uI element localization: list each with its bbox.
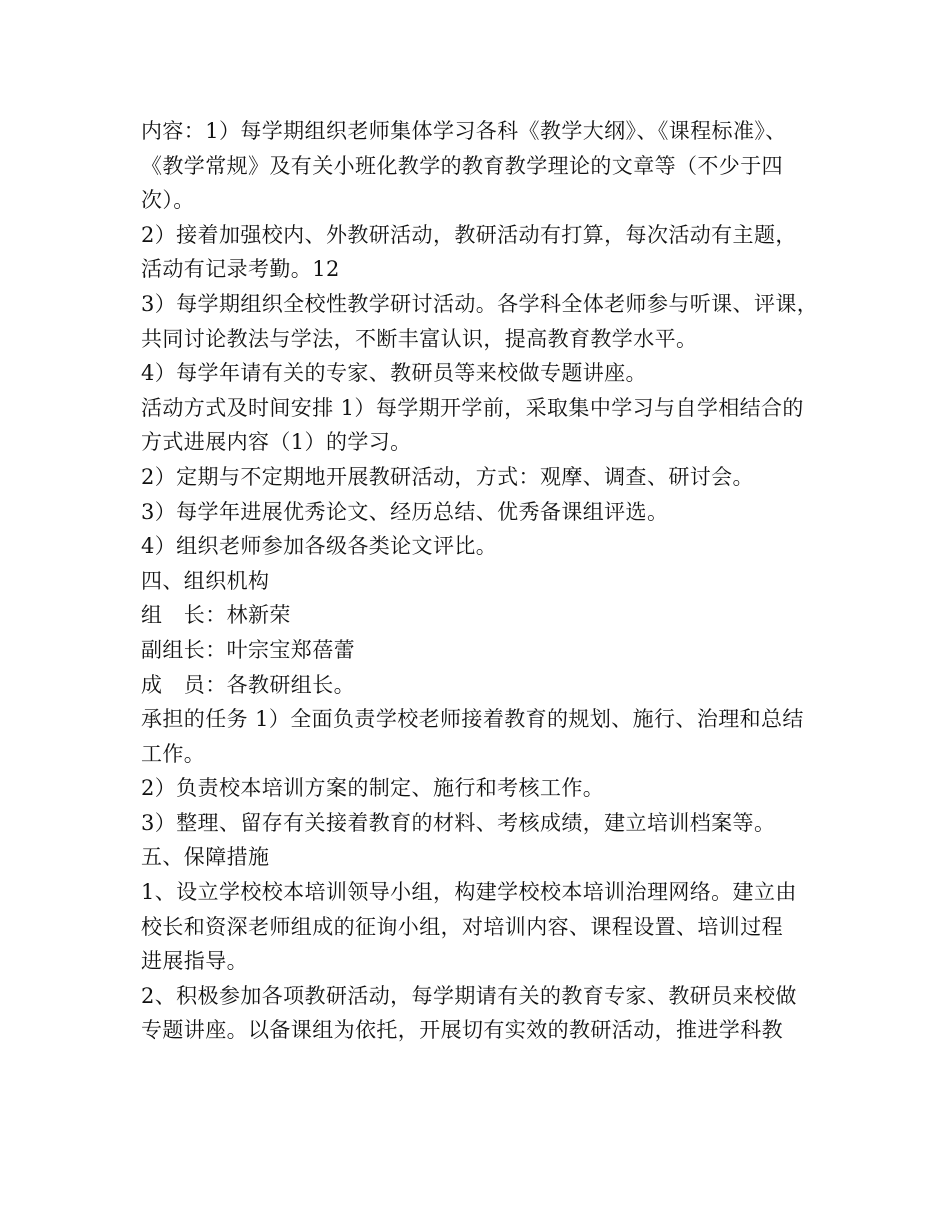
text-line: 方式进展内容（1）的学习。 <box>141 430 412 455</box>
text-line: 校长和资深老师组成的征询小组，对培训内容、课程设置、培训过程 <box>141 914 783 939</box>
text-line: 工作。 <box>141 741 206 766</box>
text-line: 活动有记录考勤。12 <box>141 257 340 282</box>
text-line: 进展指导。 <box>141 949 248 974</box>
text-line: 副组长：叶宗宝郑蓓蕾 <box>141 637 355 662</box>
section-heading: 四、组织机构 <box>141 568 270 593</box>
text-line: 1、设立学校校本培训领导小组，构建学校校本培训治理网络。建立由 <box>141 880 797 905</box>
text-line: 组 长：林新荣 <box>141 603 291 628</box>
section-heading: 五、保障措施 <box>141 845 270 870</box>
text-line: 内容：1）每学期组织老师集体学习各科《教学大纲》、《课程标准》、 <box>141 119 787 143</box>
text-line: 《教学常规》及有关小班化教学的教育教学理论的文章等（不少于四 <box>141 153 783 178</box>
text-line: 2）负责校本培训方案的制定、施行和考核工作。 <box>141 776 605 801</box>
text-line: 3）整理、留存有关接着教育的材料、考核成绩，建立培训档案等。 <box>141 810 776 835</box>
text-line: 活动方式及时间安排 1）每学期开学前，采取集中学习与自学相结合的 <box>141 395 804 420</box>
text-line: 2）接着加强校内、外教研活动，教研活动有打算，每次活动有主题， <box>141 222 797 247</box>
text-line: 2、积极参加各项教研活动，每学期请有关的教育专家、教研员来校做 <box>141 983 797 1008</box>
text-line: 3）每学年进展优秀论文、经历总结、优秀备课组评选。 <box>141 499 669 524</box>
text-line: 专题讲座。以备课组为依托，开展切有实效的教研活动，推进学科教 <box>141 1018 783 1043</box>
text-line: 2）定期与不定期地开展教研活动，方式：观摩、调查、研讨会。 <box>141 464 754 489</box>
text-line: 承担的任务 1）全面负责学校老师接着教育的规划、施行、治理和总结 <box>141 707 804 732</box>
text-line: 4）每学年请有关的专家、教研员等来校做专题讲座。 <box>141 361 647 386</box>
text-line: 3）每学期组织全校性教学研讨活动。各学科全体老师参与听课、评课， <box>141 291 819 316</box>
text-line: 共同讨论教法与学法，不断丰富认识，提高教育教学水平。 <box>141 326 698 351</box>
document-body <box>141 114 831 1048</box>
text-line: 次）。 <box>141 188 195 213</box>
text-line: 成 员：各教研组长。 <box>141 672 355 697</box>
text-line: 4）组织老师参加各级各类论文评比。 <box>141 534 498 559</box>
